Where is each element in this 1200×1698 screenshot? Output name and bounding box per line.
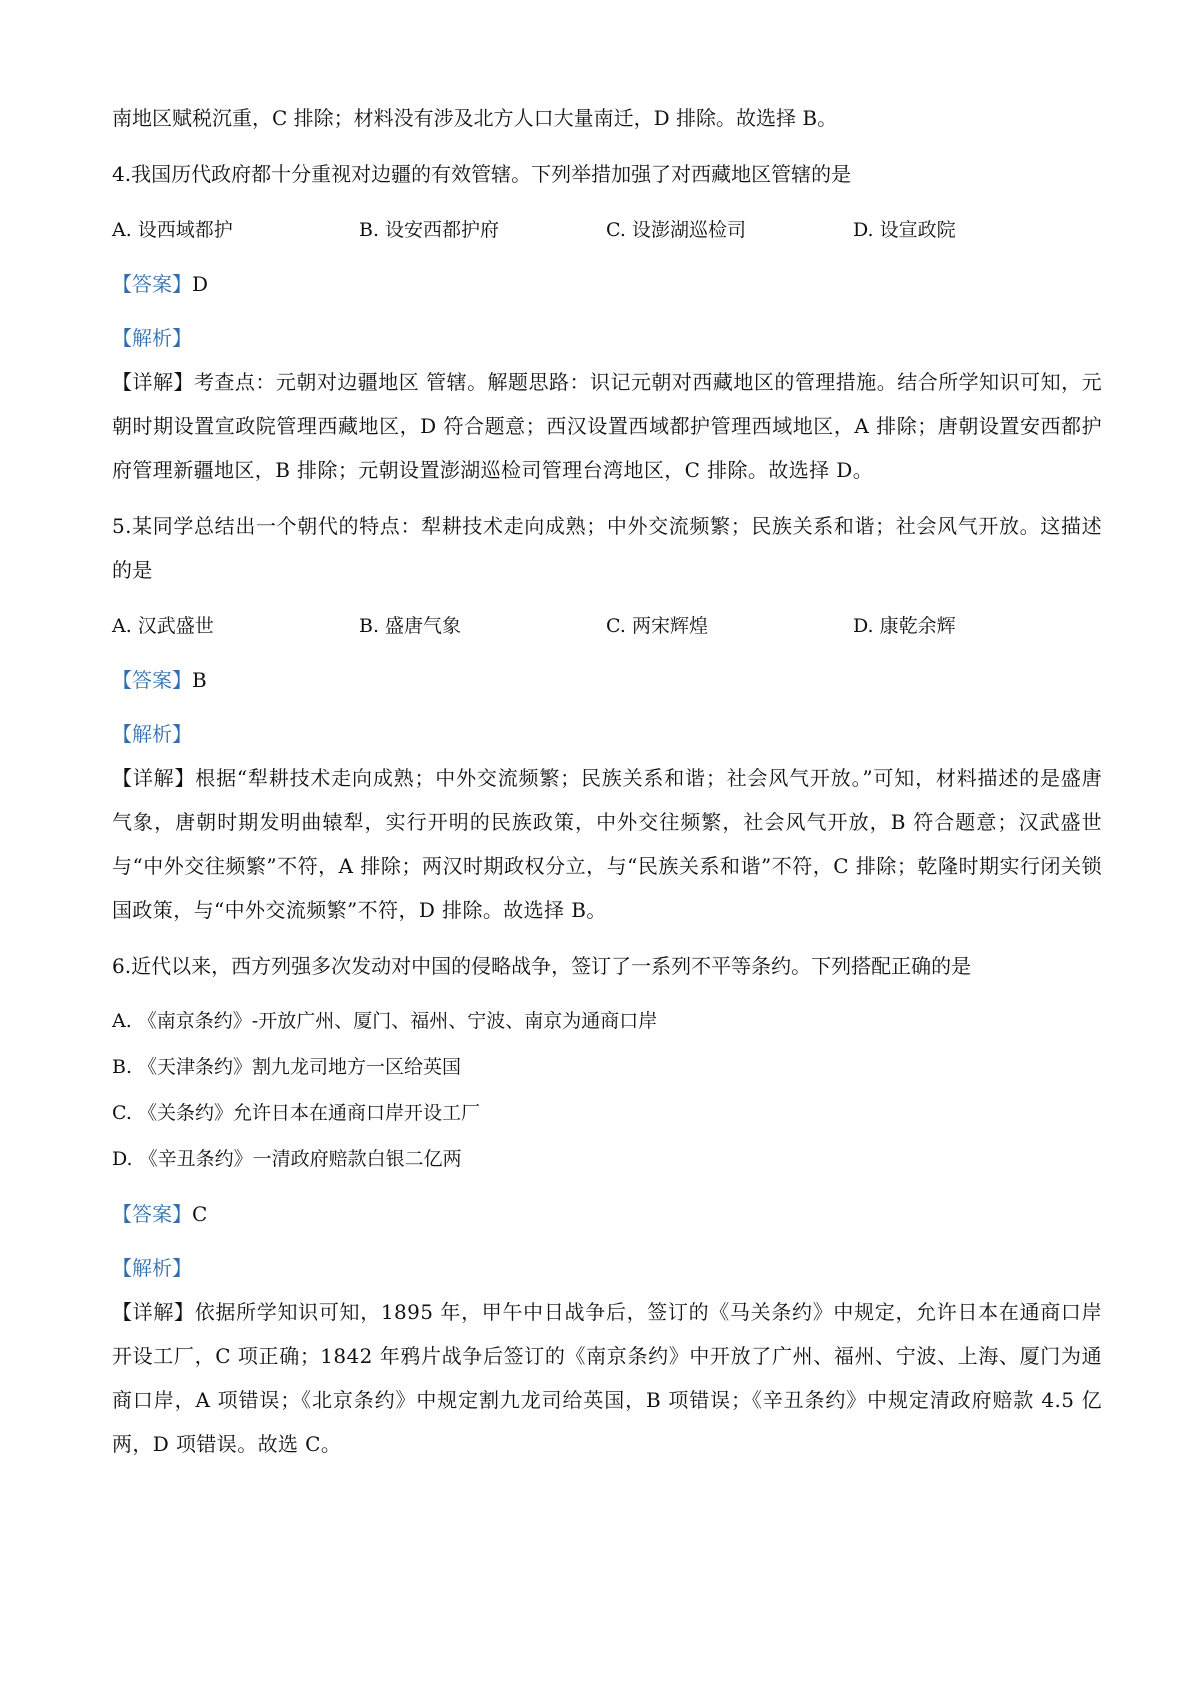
- option-a: A. 《南京条约》-开放广州、厦门、福州、宁波、南京为通商口岸: [112, 1010, 658, 1032]
- analysis-heading: [112, 1246, 1102, 1290]
- options-row: [112, 604, 1102, 648]
- detail-label: 【详解】: [112, 1300, 195, 1324]
- answer-line: [112, 262, 1102, 306]
- option-b: B. 盛唐气象: [359, 615, 462, 637]
- option-c: C. 设澎湖巡检司: [606, 219, 746, 241]
- detail-paragraph: [112, 756, 1102, 932]
- document-page: [112, 96, 1102, 1468]
- question-stem: 5.某同学总结出一个朝代的特点：犁耕技术走向成熟；中外交流频繁；民族关系和谐；社会风气开放。这描述的是: [112, 514, 1102, 582]
- option-d: D. 康乾余辉: [853, 615, 956, 637]
- detail-text: 根据“犁耕技术走向成熟；中外交流频繁；民族关系和谐；社会风气开放。”可知，材料描述的是盛唐气象，唐朝时期发明曲辕犁，实行开明的民族政策，中外交往频繁，社会风气开放，B 符合题意；汉武盛世与“中外交往频繁”不符，A 排除；两汉时期政权分立，与“民族关系和谐”不符，C 排除；乾隆时期实行闭关锁国政策，与“中外交流频繁”不符，D 排除。故选择 B。: [112, 766, 1102, 922]
- answer-line: [112, 658, 1102, 702]
- answer-value: C: [192, 1202, 208, 1226]
- answer-label: 【答案】: [112, 668, 192, 692]
- question-stem: 4.我国历代政府都十分重视对边疆的有效管辖。下列举措加强了对西藏地区管辖的是: [112, 162, 852, 186]
- question-6: [112, 944, 1102, 1466]
- answer-value: D: [192, 272, 209, 296]
- detail-text: 考查点：元朝对边疆地区 管辖。解题思路：识记元朝对西藏地区的管理措施。结合所学知识可知，元朝时期设置宣政院管理西藏地区，D 符合题意；西汉设置西域都护管理西域地区，A 排除；唐朝设置安西都护府管理新疆地区，B 排除；元朝设置澎湖巡检司管理台湾地区，C 排除。故选择 D。: [112, 370, 1102, 482]
- detail-paragraph: [112, 1290, 1102, 1466]
- question-4: [112, 152, 1102, 492]
- options-list: [112, 998, 1102, 1182]
- answer-label: 【答案】: [112, 1202, 192, 1226]
- detail-label: 【详解】: [112, 766, 196, 790]
- option-c: C. 两宋辉煌: [606, 615, 708, 637]
- analysis-label: 【解析】: [112, 1256, 192, 1280]
- option-b: B. 设安西都护府: [359, 219, 500, 241]
- option-d: D. 《辛丑条约》一清政府赔款白银二亿两: [112, 1148, 462, 1170]
- analysis-heading: [112, 712, 1102, 756]
- option-a: A. 设西域都护: [112, 219, 233, 241]
- analysis-heading: [112, 316, 1102, 360]
- detail-label: 【详解】: [112, 370, 194, 394]
- option-b: B. 《天津条约》割九龙司地方一区给英国: [112, 1056, 462, 1078]
- answer-line: [112, 1192, 1102, 1236]
- option-d: D. 设宣政院: [853, 219, 956, 241]
- detail-paragraph: [112, 360, 1102, 492]
- answer-value: B: [192, 668, 207, 692]
- question-5: [112, 504, 1102, 932]
- analysis-label: 【解析】: [112, 326, 192, 350]
- option-c: C. 《关条约》允许日本在通商口岸开设工厂: [112, 1102, 480, 1124]
- analysis-label: 【解析】: [112, 722, 192, 746]
- detail-text: 依据所学知识可知，1895 年，甲午中日战争后，签订的《马关条约》中规定，允许日本在通商口岸开设工厂，C 项正确；1842 年鸦片战争后签订的《南京条约》中开放了广州、福州、宁波、上海、厦门为通商口岸，A 项错误；《北京条约》中规定割九龙司给英国，B 项错误；《辛丑条约》中规定清政府赔款 4.5 亿两，D 项错误。故选 C。: [112, 1300, 1102, 1456]
- option-a: A. 汉武盛世: [112, 615, 214, 637]
- question-stem: 6.近代以来，西方列强多次发动对中国的侵略战争，签订了一系列不平等条约。下列搭配正确的是: [112, 954, 972, 978]
- options-row: [112, 208, 1102, 252]
- answer-label: 【答案】: [112, 272, 192, 296]
- previous-answer-tail: 南地区赋税沉重，C 排除；材料没有涉及北方人口大量南迁，D 排除。故选择 B。: [112, 106, 838, 130]
